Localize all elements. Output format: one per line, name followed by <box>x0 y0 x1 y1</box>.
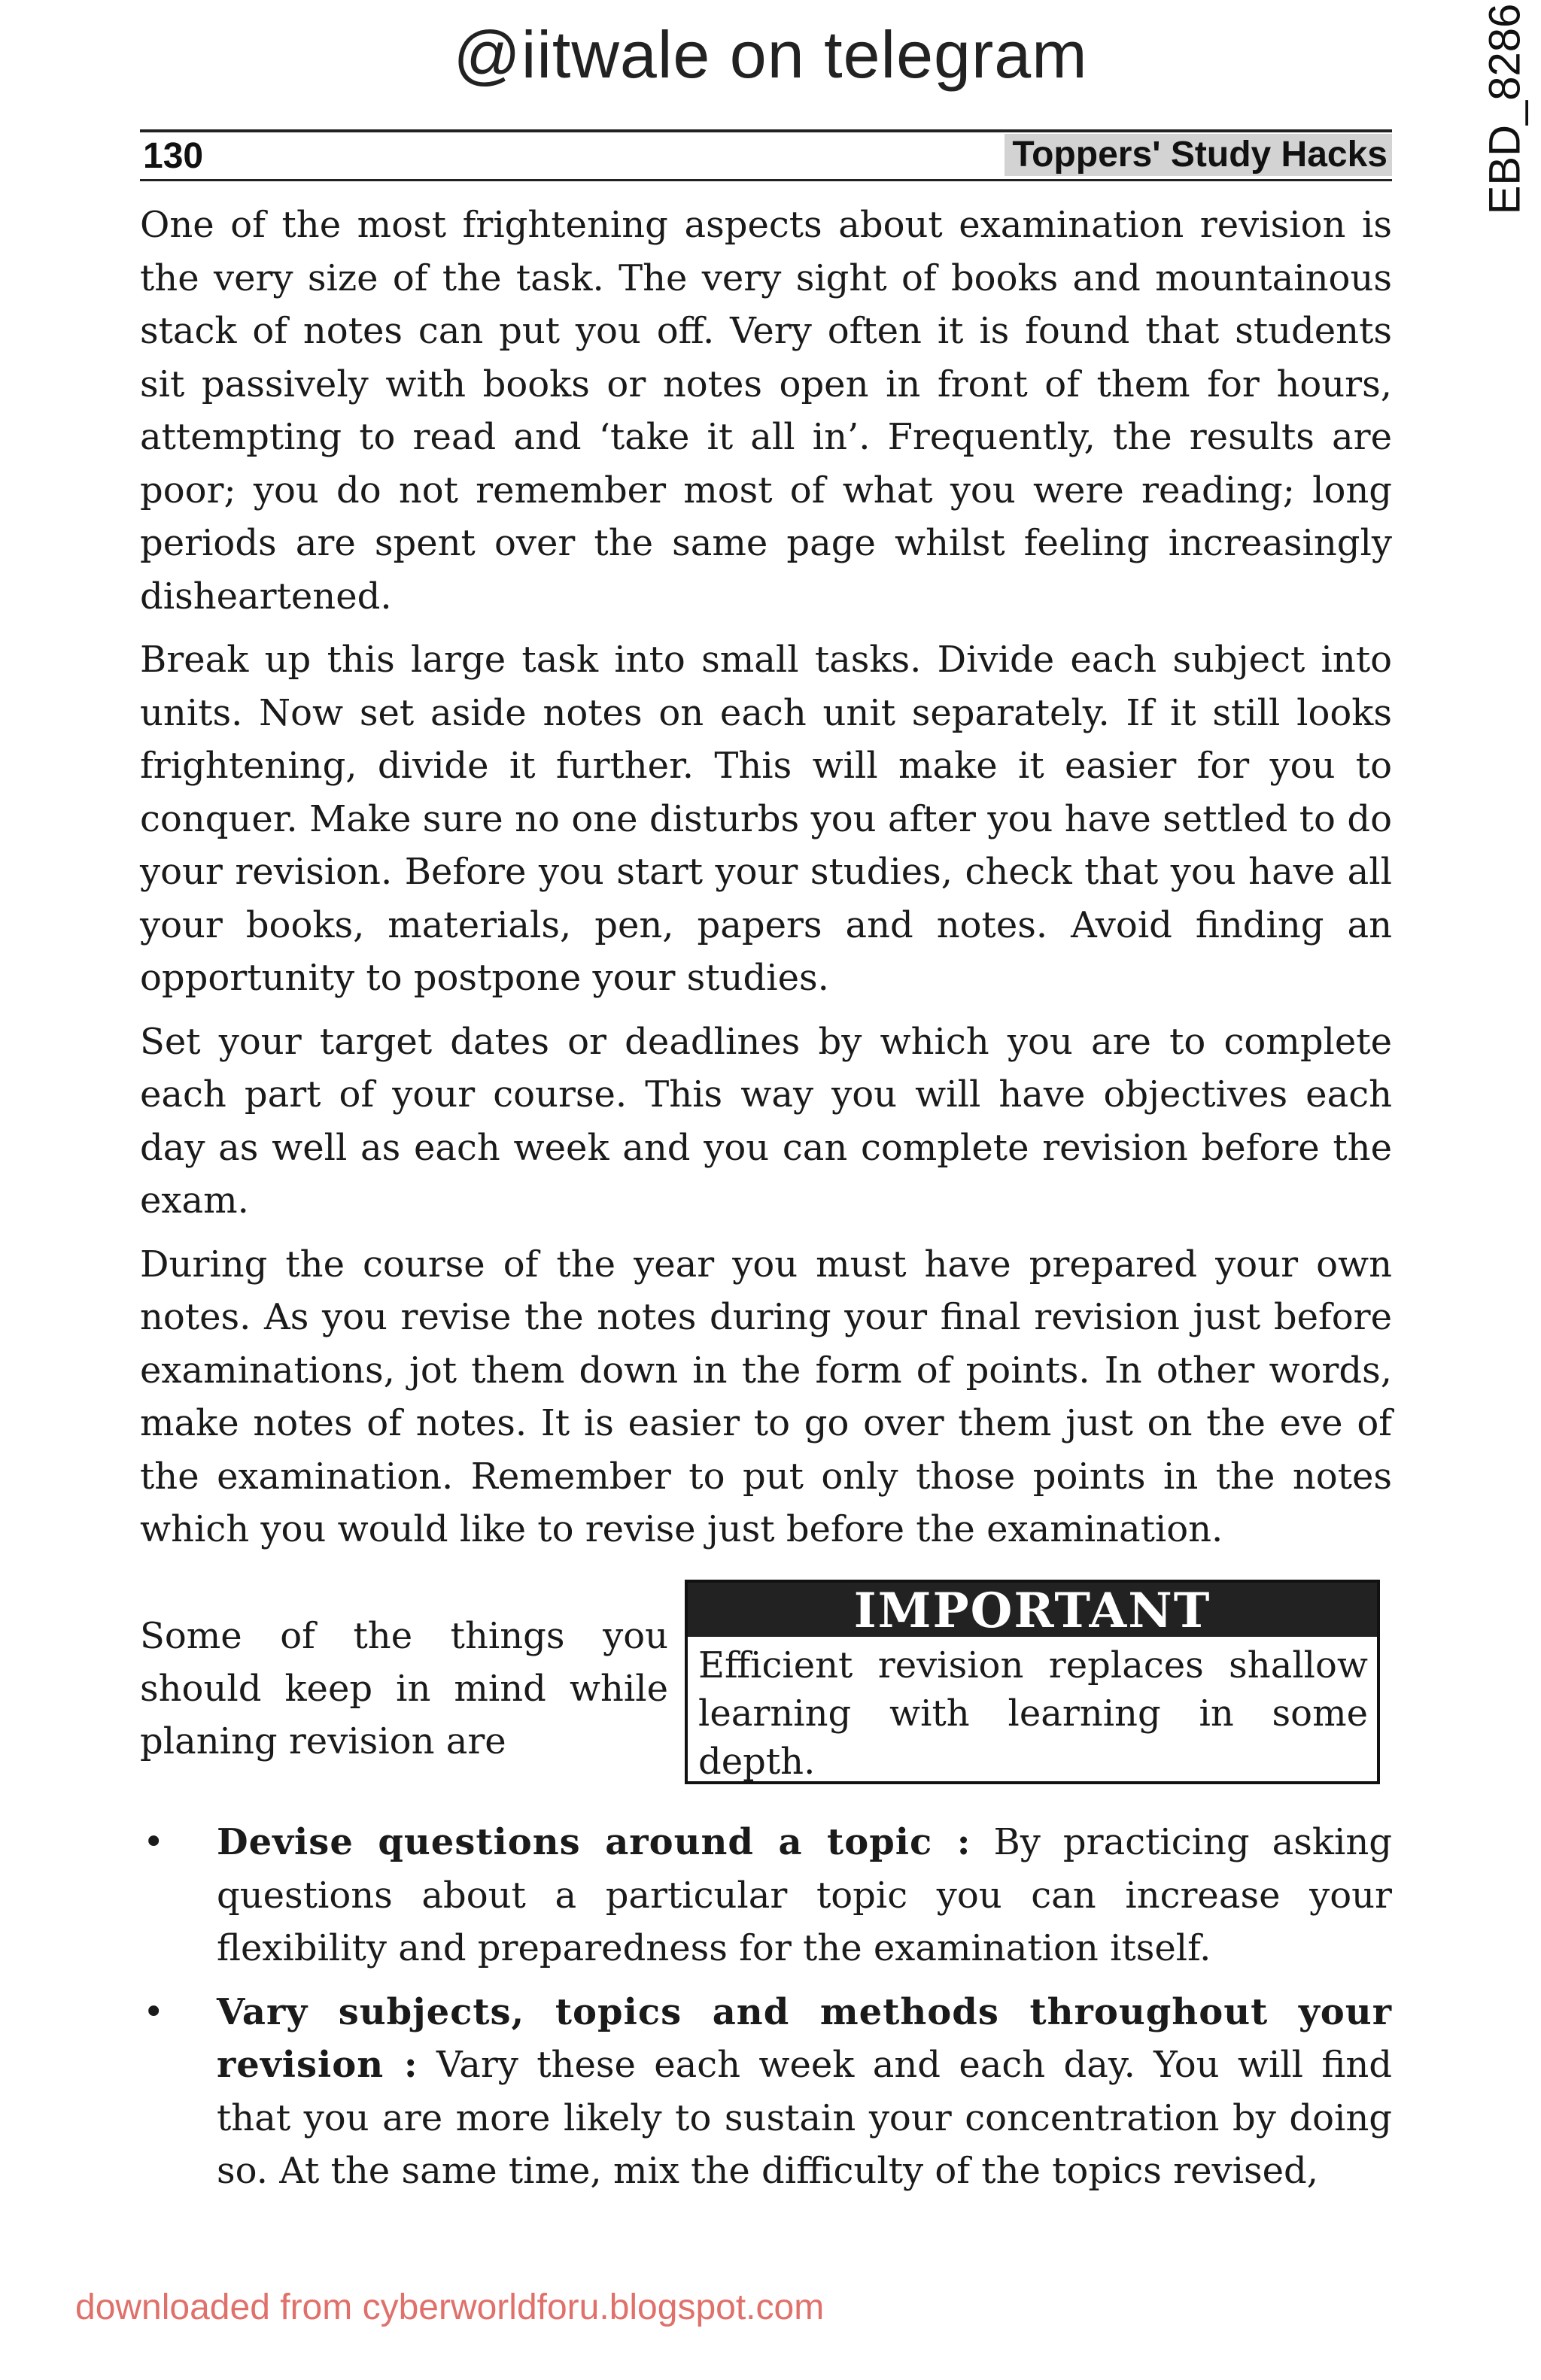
telegram-watermark: @iitwale on telegram <box>453 17 1088 92</box>
list-item-text: By practicing asking questions about a particular topic you can increase your flexibility and preparedness for the examination itself. <box>217 1821 1392 1969</box>
list-item-heading: Vary subjects, topics and methods throughout your revision : <box>217 1990 1392 2086</box>
page-header <box>140 129 1392 181</box>
book-code-vertical <box>1475 0 1535 218</box>
list-item <box>140 1816 1392 1975</box>
paragraph: Set your target dates or deadlines by which you are to complete each part of your course. This way you will have objectives each day as well as each week and you can complete revision before the exam. <box>140 1020 1392 1222</box>
paragraph: One of the most frightening aspects about examination revision is the very size of the task. The very sight of books and mountainous stack of notes can put you off. Very often it is found that students sit passively with books or notes open in front of them for hours, attempting to read and ‘take it all in’. Frequently, the results are poor; you do not remember most of what you were reading; long periods are spent over the same page whilst feeling increasingly disheartened. <box>140 204 1392 618</box>
book-code-text: EBD_8286 <box>1480 3 1530 215</box>
important-callout <box>685 1580 1380 1784</box>
list-item-heading: Devise questions around a topic : <box>217 1821 971 1863</box>
bullet-icon: • <box>143 1990 165 2033</box>
list-item <box>140 1986 1392 2198</box>
paragraph: During the course of the year you must have prepared your own notes. As you revise the notes during your final revision just before examinations, jot them down in the form of points. In other words, make notes of notes. It is easier to go over them just on the eve of the examination. Remember to put only those points in the notes which you would like to revise just before the examination. <box>140 1243 1392 1550</box>
download-source-watermark: downloaded from cyberworldforu.blogspot.com <box>75 2287 825 2327</box>
running-title: Toppers' Study Hacks <box>1005 134 1392 176</box>
list-intro-text: Some of the things you should keep in mind while planing revision are <box>140 1615 668 1762</box>
paragraph: Break up this large task into small tasks. Divide each subject into units. Now set aside notes on each unit separately. If it still looks frightening, divide it further. This will make it easier for you to conquer. Make sure no one disturbs you after you have settled to do your revision. Before you start your studies, check that you have all your books, materials, pen, papers and notes. Avoid finding an opportunity to postpone your studies. <box>140 639 1392 999</box>
bullet-icon: • <box>143 1821 165 1863</box>
tips-list <box>140 1816 1392 2208</box>
important-callout-title: IMPORTANT <box>688 1583 1377 1637</box>
page-number: 130 <box>143 136 204 176</box>
list-item-text: Vary these each week and each day. You will find that you are more likely to sustain your concentration by doing so. At the same time, mix the difficulty of the topics revised, <box>217 2044 1392 2192</box>
important-callout-text: Efficient revision replaces shallow learning with learning in some depth. <box>698 1644 1368 1783</box>
body-text <box>140 199 1392 1567</box>
